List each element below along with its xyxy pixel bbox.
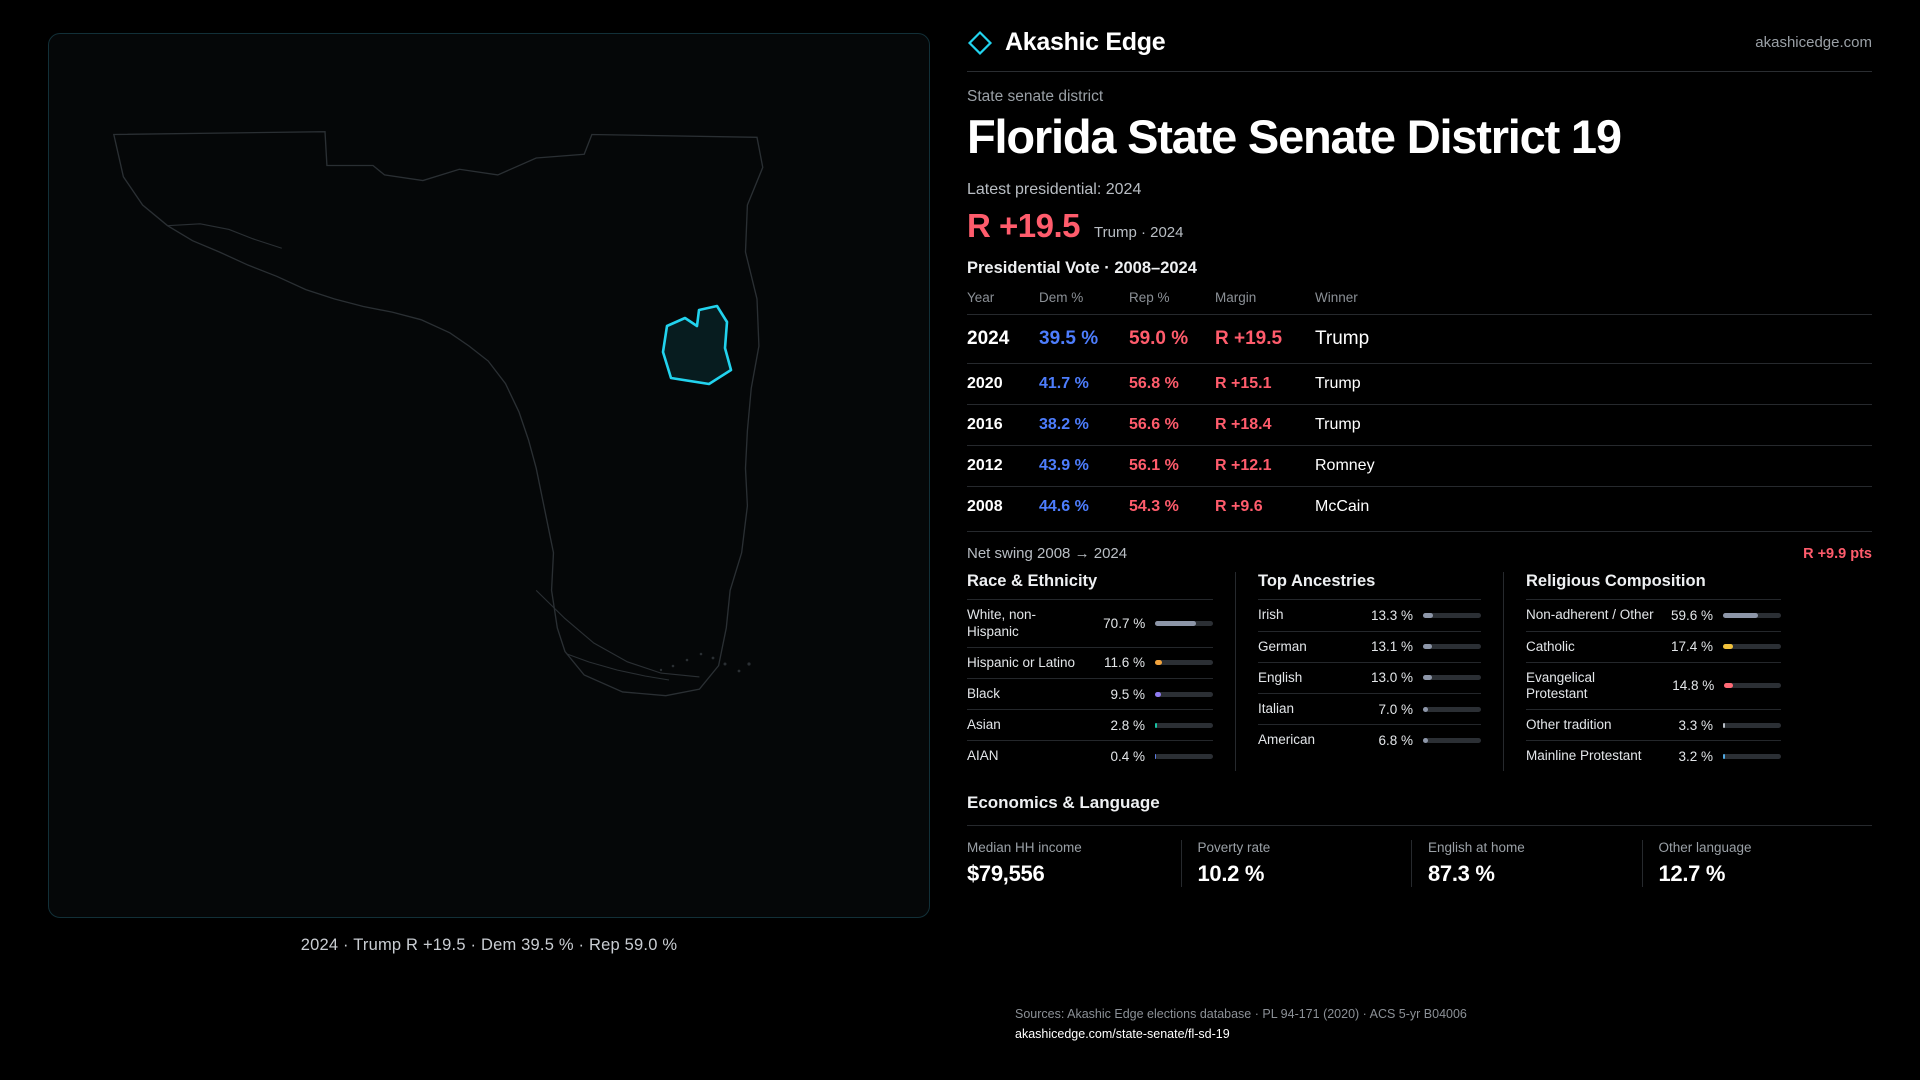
religion-value: 3.2 %	[1678, 748, 1713, 764]
table-row	[967, 405, 1872, 446]
race-bar	[1155, 660, 1213, 665]
top-ancestries-column	[1235, 572, 1503, 771]
ancestry-value: 6.8 %	[1378, 732, 1413, 748]
religion-value: 3.3 %	[1678, 717, 1713, 733]
cell-year: 2012	[967, 446, 1039, 487]
ancestry-label: English	[1258, 669, 1303, 685]
brand-name: Akashic Edge	[1005, 28, 1166, 56]
cell-year: 2020	[967, 364, 1039, 405]
cell-year: 2024	[967, 315, 1039, 364]
race-value: 9.5 %	[1110, 686, 1145, 702]
header-margin: Margin	[1215, 290, 1257, 306]
stat-label: Median HH income	[967, 840, 1082, 856]
ancestry-bar	[1423, 738, 1481, 743]
list-item	[1258, 724, 1481, 755]
list-item	[1526, 740, 1781, 771]
map-caption: 2024 · Trump R +19.5 · Dem 39.5 % · Rep 59.0 %	[300, 936, 678, 954]
cell-margin: R +12.1	[1215, 446, 1315, 487]
ancestry-value: 7.0 %	[1378, 701, 1413, 717]
footer-url: akashicedge.com/state-senate/fl-sd-19	[1015, 1026, 1230, 1041]
headline-margin-value: R +19.5	[967, 207, 1080, 245]
header-year: Year	[967, 290, 995, 306]
religion-bar	[1723, 754, 1781, 759]
cell-dem: 44.6 %	[1039, 487, 1129, 528]
ancestry-bar	[1423, 707, 1481, 712]
stat-value: 12.7 %	[1658, 861, 1726, 887]
stat-value: 87.3 %	[1428, 861, 1495, 887]
race-ethnicity-column	[967, 572, 1235, 771]
race-bar	[1155, 723, 1213, 728]
race-bar	[1155, 754, 1213, 759]
race-value: 2.8 %	[1110, 717, 1145, 733]
page-title: Florida State Senate District 19	[967, 110, 1621, 163]
stat-value: $79,556	[967, 861, 1045, 887]
table-header-row	[967, 290, 1872, 315]
race-bar	[1155, 621, 1213, 626]
table-row	[967, 364, 1872, 405]
stat-value: 10.2 %	[1197, 861, 1265, 887]
table-row	[967, 315, 1872, 364]
presidential-vote-title: Presidential Vote · 2008–2024	[967, 259, 1197, 278]
ancestry-bar	[1423, 613, 1481, 618]
florida-map	[49, 34, 930, 918]
diamond-icon	[967, 30, 993, 56]
religion-bar	[1724, 683, 1781, 688]
list-item	[1526, 709, 1781, 740]
table-row	[967, 446, 1872, 487]
cell-winner: Romney	[1315, 446, 1872, 487]
top-ancestries-title: Top Ancestries	[1258, 572, 1376, 591]
stat-label: English at home	[1428, 840, 1525, 856]
race-label: Hispanic or Latino	[967, 654, 1076, 670]
race-bar	[1155, 692, 1213, 697]
race-label: Asian	[967, 717, 1001, 733]
list-item	[1258, 662, 1481, 693]
cell-rep: 54.3 %	[1129, 487, 1215, 528]
race-value: 11.6 %	[1103, 655, 1145, 671]
ancestry-value: 13.0 %	[1370, 670, 1413, 686]
brand-bar	[967, 28, 1872, 72]
religious-composition-column	[1503, 572, 1803, 771]
cell-dem: 38.2 %	[1039, 405, 1129, 446]
economics-language-row	[967, 825, 1872, 887]
net-swing-value: R +9.9 pts	[1803, 546, 1872, 563]
cell-winner: Trump	[1315, 364, 1872, 405]
cell-year: 2008	[967, 487, 1039, 528]
cell-margin: R +18.4	[1215, 405, 1315, 446]
ancestry-label: Italian	[1258, 700, 1295, 716]
cell-margin: R +15.1	[1215, 364, 1315, 405]
list-item	[1526, 662, 1781, 709]
stat-english-at-home	[1411, 840, 1642, 887]
cell-dem: 41.7 %	[1039, 364, 1129, 405]
ancestry-label: American	[1258, 732, 1316, 748]
header-dem: Dem %	[1039, 290, 1084, 306]
religion-value: 14.8 %	[1672, 678, 1715, 694]
net-swing-label: Net swing 2008 → 2024	[967, 545, 1128, 563]
race-label: White, non-Hispanic	[967, 607, 1037, 639]
cell-dem: 39.5 %	[1039, 315, 1129, 364]
presidential-vote-table	[967, 290, 1872, 527]
religion-value: 17.4 %	[1670, 639, 1713, 655]
ancestry-value: 13.1 %	[1370, 639, 1413, 655]
header-winner: Winner	[1315, 290, 1358, 306]
cell-dem: 43.9 %	[1039, 446, 1129, 487]
religion-label: Non-adherent / Other	[1526, 607, 1654, 623]
list-item	[967, 599, 1213, 646]
stat-label: Other language	[1658, 840, 1752, 856]
ancestry-bar	[1423, 675, 1481, 680]
header-rep: Rep %	[1129, 290, 1170, 306]
headline-margin	[967, 207, 1872, 245]
cell-margin: R +9.6	[1215, 487, 1315, 528]
race-ethnicity-title: Race & Ethnicity	[967, 572, 1098, 591]
ancestry-bar	[1423, 644, 1481, 649]
cell-year: 2016	[967, 405, 1039, 446]
brand-left	[967, 28, 1165, 57]
cell-rep: 59.0 %	[1129, 315, 1215, 364]
race-label: Black	[967, 685, 1001, 701]
religion-bar	[1723, 723, 1781, 728]
ancestry-label: German	[1258, 638, 1307, 654]
data-panel	[955, 0, 1920, 1080]
stat-poverty-rate	[1181, 840, 1412, 887]
cell-rep: 56.1 %	[1129, 446, 1215, 487]
highlighted-district	[663, 306, 731, 384]
map-panel	[0, 0, 955, 1080]
list-item	[1258, 599, 1481, 630]
cell-winner: McCain	[1315, 487, 1872, 528]
cell-rep: 56.6 %	[1129, 405, 1215, 446]
cell-rep: 56.8 %	[1129, 364, 1215, 405]
list-item	[967, 740, 1213, 771]
stat-label: Poverty rate	[1197, 840, 1271, 856]
religion-bar	[1723, 644, 1781, 649]
ancestry-label: Irish	[1258, 607, 1284, 623]
footer-sources	[967, 1005, 1467, 1044]
demographics-section	[967, 572, 1872, 771]
race-value: 0.4 %	[1110, 748, 1145, 764]
list-item	[1526, 599, 1781, 630]
religion-value: 59.6 %	[1670, 607, 1713, 623]
net-swing-row	[967, 531, 1872, 562]
religion-label: Other tradition	[1526, 717, 1612, 733]
race-value: 70.7 %	[1103, 616, 1146, 632]
headline-margin-sub: Trump · 2024	[1094, 224, 1184, 242]
ancestry-value: 13.3 %	[1370, 607, 1413, 623]
religious-composition-title: Religious Composition	[1526, 572, 1706, 591]
list-item	[1258, 631, 1481, 662]
economics-language-title: Economics & Language	[967, 793, 1160, 813]
religion-label: Evangelical Protestant	[1526, 669, 1596, 701]
sources-line: Sources: Akashic Edge elections database · PL 94-171 (2020) · ACS 5-yr B04006	[1015, 1007, 1467, 1022]
list-item	[967, 647, 1213, 678]
list-item	[1258, 693, 1481, 724]
cell-winner: Trump	[1315, 315, 1872, 364]
race-label: AIAN	[967, 748, 999, 764]
eyebrow-label: State senate district	[967, 88, 1104, 105]
stat-median-hh-income	[967, 840, 1181, 887]
religion-label: Catholic	[1526, 638, 1575, 654]
list-item	[967, 709, 1213, 740]
list-item	[1526, 631, 1781, 662]
map-frame[interactable]	[48, 33, 930, 918]
cell-margin: R +19.5	[1215, 315, 1315, 364]
religion-label: Mainline Protestant	[1526, 748, 1642, 764]
list-item	[967, 678, 1213, 709]
table-row	[967, 487, 1872, 528]
religion-bar	[1723, 613, 1781, 618]
cell-winner: Trump	[1315, 405, 1872, 446]
brand-url: akashicedge.com	[1755, 34, 1872, 51]
stat-other-language	[1642, 840, 1873, 887]
latest-presidential-label: Latest presidential: 2024	[967, 181, 1142, 199]
